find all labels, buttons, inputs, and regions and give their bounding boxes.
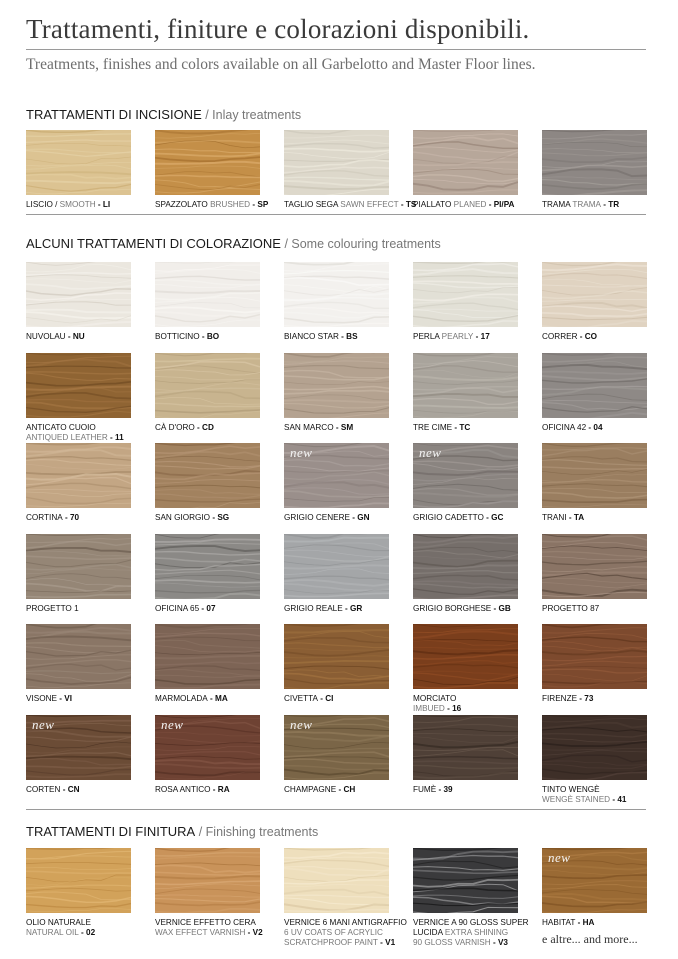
section-title bbox=[26, 824, 318, 839]
finish-label-part: - BS bbox=[338, 332, 358, 341]
wood-texture-image bbox=[542, 534, 647, 599]
finish-label-part: WENGÈ STAINED bbox=[542, 795, 611, 804]
finish-label-part: SAN MARCO bbox=[284, 423, 334, 432]
finish-label-part: IMBUED bbox=[413, 704, 445, 713]
wood-texture-image bbox=[413, 130, 518, 195]
wood-texture-image bbox=[26, 130, 131, 195]
new-badge: new bbox=[161, 717, 184, 732]
finish-label-part: OLIO NATURALE bbox=[26, 918, 91, 927]
wood-texture-image bbox=[413, 715, 518, 780]
finish-label bbox=[26, 423, 144, 443]
finish-label bbox=[155, 694, 273, 704]
finish-label-part: PEARLY bbox=[441, 332, 474, 341]
finish-label bbox=[413, 332, 531, 342]
finish-label-line bbox=[413, 918, 531, 928]
finish-label-part: - CO bbox=[577, 332, 598, 341]
wood-texture-image bbox=[26, 534, 131, 599]
finish-label-part: VERNICE EFFETTO CERA bbox=[155, 918, 256, 927]
finish-label-part: CORRER bbox=[542, 332, 578, 341]
wood-texture-image bbox=[413, 848, 518, 913]
finish-label-part: EXTRA SHINING bbox=[444, 928, 509, 937]
finish-label-line bbox=[284, 604, 402, 614]
wood-texture-image bbox=[26, 353, 131, 418]
section-subtitle: / Some colouring treatments bbox=[280, 237, 441, 251]
finish-label-part: - NU bbox=[65, 332, 85, 341]
finish-label-part: BRUSHED bbox=[210, 200, 251, 209]
wood-texture-image bbox=[284, 353, 389, 418]
finish-swatch bbox=[155, 534, 260, 599]
finish-swatch bbox=[26, 848, 131, 913]
finish-swatch bbox=[155, 443, 260, 508]
finish-swatch bbox=[413, 262, 518, 327]
finish-label bbox=[155, 332, 273, 342]
wood-texture-image bbox=[542, 130, 647, 195]
finish-label-part: - HA bbox=[575, 918, 595, 927]
finish-label-part: - GC bbox=[483, 513, 504, 522]
finish-label-line bbox=[284, 694, 402, 704]
new-badge: new bbox=[419, 445, 442, 460]
finish-label-part: PIALLATO bbox=[413, 200, 454, 209]
finish-label-part: HABITAT bbox=[542, 918, 576, 927]
finish-label-part: BIANCO STAR bbox=[284, 332, 339, 341]
wood-texture-image bbox=[413, 534, 518, 599]
finish-swatch bbox=[413, 443, 518, 508]
finish-label-part: - 41 bbox=[610, 795, 627, 804]
finish-label-part: FUMÈ bbox=[413, 785, 437, 794]
finish-label-part: FIRENZE bbox=[542, 694, 578, 703]
wood-texture-image bbox=[26, 443, 131, 508]
wood-texture-image bbox=[542, 353, 647, 418]
finish-label-line bbox=[284, 332, 402, 342]
finish-label bbox=[284, 332, 402, 342]
finish-label bbox=[26, 513, 144, 523]
finish-label-line bbox=[284, 938, 402, 948]
finish-swatch bbox=[284, 262, 389, 327]
wood-texture-image bbox=[155, 848, 260, 913]
finish-label-line bbox=[413, 332, 531, 342]
finish-label-part: - SG bbox=[210, 513, 230, 522]
finish-label-part: - TC bbox=[452, 423, 471, 432]
finish-label-part: VERNICE 6 MANI ANTIGRAFFIO bbox=[284, 918, 407, 927]
finish-label-part: - 39 bbox=[436, 785, 453, 794]
finish-label-part: PLANED bbox=[453, 200, 487, 209]
finish-label bbox=[542, 785, 660, 805]
page-title: Trattamenti, finiture e colorazioni disponibili. bbox=[26, 14, 530, 44]
finish-label bbox=[155, 918, 273, 938]
finish-label-part: SMOOTH bbox=[59, 200, 96, 209]
finish-label bbox=[284, 785, 402, 795]
finish-label-part: SAWN EFFECT bbox=[340, 200, 399, 209]
finish-swatch bbox=[413, 534, 518, 599]
finish-label bbox=[413, 694, 531, 714]
finish-label-part: - CD bbox=[194, 423, 214, 432]
finish-label-line bbox=[413, 785, 531, 795]
finish-label-line bbox=[26, 694, 144, 704]
finish-label bbox=[155, 785, 273, 795]
finish-label-part: WAX EFFECT VARNISH bbox=[155, 928, 246, 937]
wood-texture-image bbox=[155, 443, 260, 508]
finish-label bbox=[542, 694, 660, 704]
finish-label bbox=[284, 604, 402, 614]
finish-label-part: NATURAL OIL bbox=[26, 928, 79, 937]
finish-label-part: GRIGIO CADETTO bbox=[413, 513, 484, 522]
new-badge: new bbox=[32, 717, 55, 732]
finish-label bbox=[26, 785, 144, 795]
finish-swatch bbox=[26, 534, 131, 599]
finish-swatch bbox=[26, 130, 131, 195]
section-subtitle: / Inlay treatments bbox=[201, 108, 302, 122]
finish-swatch bbox=[26, 624, 131, 689]
new-badge: new bbox=[290, 445, 313, 460]
finish-label-part: - GN bbox=[349, 513, 370, 522]
finish-label-line bbox=[155, 423, 273, 433]
finish-label-line bbox=[155, 928, 273, 938]
finish-label-line bbox=[413, 694, 531, 704]
finish-label-line bbox=[542, 795, 660, 805]
finish-swatch bbox=[413, 715, 518, 780]
finish-label-part: SPAZZOLATO bbox=[155, 200, 211, 209]
title-divider bbox=[26, 49, 646, 50]
finish-label-line bbox=[542, 200, 660, 210]
finish-swatch bbox=[26, 353, 131, 418]
finish-label bbox=[413, 785, 531, 795]
finish-label bbox=[26, 332, 144, 342]
finish-label-line bbox=[284, 423, 402, 433]
section-title bbox=[26, 107, 301, 122]
finish-swatch bbox=[413, 848, 518, 913]
finish-swatch bbox=[155, 848, 260, 913]
finish-label bbox=[26, 200, 144, 210]
finish-label-part: MARMOLADA bbox=[155, 694, 208, 703]
finish-label-part: SAN GIORGIO bbox=[155, 513, 211, 522]
wood-texture-image bbox=[284, 848, 389, 913]
finish-label-line bbox=[284, 513, 402, 523]
finish-label bbox=[284, 200, 417, 210]
finish-label-part: LUCIDA bbox=[413, 928, 445, 937]
finish-label-part: TRANI bbox=[542, 513, 567, 522]
finish-label-part: - 73 bbox=[577, 694, 594, 703]
finish-swatch bbox=[155, 353, 260, 418]
wood-texture-image bbox=[155, 534, 260, 599]
finish-label-part: - SM bbox=[333, 423, 354, 432]
section-divider bbox=[26, 214, 646, 215]
finish-label-line bbox=[284, 785, 402, 795]
finish-label-part: CORTEN bbox=[26, 785, 61, 794]
finish-label-line bbox=[26, 332, 144, 342]
finish-label-line bbox=[26, 928, 144, 938]
finish-label-part: - 17 bbox=[473, 332, 490, 341]
finish-swatch bbox=[542, 624, 647, 689]
wood-texture-image bbox=[542, 715, 647, 780]
section-title-label: TRATTAMENTI DI INCISIONE bbox=[26, 107, 202, 122]
section-title bbox=[26, 236, 441, 251]
finish-label-part: - CI bbox=[317, 694, 334, 703]
wood-texture-image bbox=[155, 262, 260, 327]
finish-label-line bbox=[413, 928, 531, 938]
finish-label bbox=[26, 918, 144, 938]
finish-label-line bbox=[155, 694, 273, 704]
finish-label-part: TAGLIO SEGA bbox=[284, 200, 341, 209]
finish-label-line bbox=[542, 604, 660, 614]
wood-texture-image bbox=[284, 624, 389, 689]
finish-label-part: - BO bbox=[199, 332, 220, 341]
finish-label-part: - SP bbox=[250, 200, 269, 209]
wood-texture-image bbox=[284, 534, 389, 599]
finish-label-line bbox=[155, 513, 273, 523]
new-badge: new bbox=[548, 850, 571, 865]
finish-label-line bbox=[542, 918, 660, 928]
finish-label bbox=[413, 200, 531, 210]
finish-label bbox=[155, 513, 273, 523]
finish-swatch bbox=[413, 353, 518, 418]
finish-label-line bbox=[26, 200, 144, 210]
finish-swatch bbox=[413, 130, 518, 195]
finish-label-part: - PI/PA bbox=[486, 200, 515, 209]
finish-label-part: CHAMPAGNE bbox=[284, 785, 337, 794]
finish-label-part: NUVOLAU bbox=[26, 332, 66, 341]
finish-swatch bbox=[284, 624, 389, 689]
finish-swatch bbox=[155, 624, 260, 689]
finish-label-part: PROGETTO 1 bbox=[26, 604, 79, 613]
finish-label-part: - 07 bbox=[199, 604, 216, 613]
finish-swatch bbox=[542, 715, 647, 780]
wood-texture-image bbox=[542, 262, 647, 327]
finish-label-line bbox=[26, 604, 144, 614]
finish-label bbox=[542, 423, 660, 433]
finish-swatch bbox=[284, 848, 389, 913]
finish-label-part: SCRATCHPROOF PAINT bbox=[284, 938, 378, 947]
wood-texture-image bbox=[542, 443, 647, 508]
finish-swatch bbox=[542, 848, 647, 913]
section-title-label: TRATTAMENTI DI FINITURA bbox=[26, 824, 196, 839]
finish-label-part: ROSA ANTICO bbox=[155, 785, 211, 794]
finish-label-line bbox=[542, 694, 660, 704]
finish-label bbox=[542, 200, 660, 210]
finish-label-line bbox=[413, 604, 531, 614]
finish-label-part: - RA bbox=[210, 785, 230, 794]
finish-label bbox=[542, 513, 660, 523]
wood-texture-image bbox=[413, 262, 518, 327]
finish-label-part: TRE CIME bbox=[413, 423, 453, 432]
finish-label-line bbox=[26, 423, 144, 433]
wood-texture-image bbox=[542, 624, 647, 689]
finish-swatch bbox=[284, 443, 389, 508]
finish-label-line bbox=[413, 423, 531, 433]
finish-label bbox=[542, 918, 660, 928]
finish-label-line bbox=[155, 785, 273, 795]
finish-label bbox=[155, 200, 273, 210]
finish-swatch bbox=[155, 130, 260, 195]
finish-label-part: ANTICATO CUOIO bbox=[26, 423, 96, 432]
finish-label-line bbox=[284, 918, 407, 928]
wood-texture-image bbox=[155, 130, 260, 195]
finish-label-line bbox=[155, 918, 273, 928]
wood-texture-image bbox=[26, 262, 131, 327]
section-title-label: ALCUNI TRATTAMENTI DI COLORAZIONE bbox=[26, 236, 281, 251]
finish-label-part: - CH bbox=[336, 785, 356, 794]
finish-label-part: - 70 bbox=[62, 513, 80, 522]
finish-swatch bbox=[155, 715, 260, 780]
finish-label-part: - CN bbox=[60, 785, 80, 794]
wood-texture-image bbox=[26, 848, 131, 913]
finish-label bbox=[284, 918, 407, 948]
finish-label-part: OFICINA 42 bbox=[542, 423, 587, 432]
finish-swatch bbox=[155, 262, 260, 327]
finish-swatch bbox=[26, 443, 131, 508]
finish-label-line bbox=[26, 513, 144, 523]
finish-label-part: - TA bbox=[566, 513, 585, 522]
finish-label-line bbox=[413, 513, 531, 523]
wood-texture-image bbox=[284, 262, 389, 327]
finish-swatch bbox=[542, 443, 647, 508]
finish-label bbox=[284, 694, 402, 704]
finish-label bbox=[413, 604, 531, 614]
finish-label-part: - TR bbox=[601, 200, 620, 209]
finish-label-line bbox=[413, 704, 531, 714]
finish-label bbox=[26, 604, 144, 614]
finish-swatch bbox=[542, 534, 647, 599]
finish-swatch bbox=[26, 715, 131, 780]
finish-label-part: - MA bbox=[207, 694, 228, 703]
finish-label-part: - VI bbox=[56, 694, 72, 703]
finish-label-part: TRAMA bbox=[572, 200, 601, 209]
finish-label-line bbox=[155, 200, 273, 210]
finish-label-part: TRAMA bbox=[542, 200, 573, 209]
finish-swatch bbox=[542, 353, 647, 418]
finish-label-part: CORTINA bbox=[26, 513, 63, 522]
finish-swatch bbox=[542, 130, 647, 195]
finish-swatch bbox=[284, 534, 389, 599]
finish-label-line bbox=[542, 513, 660, 523]
finish-label-part: ANTIQUED LEATHER bbox=[26, 433, 108, 442]
finish-label-part: - TS bbox=[398, 200, 417, 209]
wood-texture-image bbox=[284, 130, 389, 195]
section-subtitle: / Finishing treatments bbox=[195, 825, 319, 839]
finish-swatch bbox=[413, 624, 518, 689]
finish-label-part: - 11 bbox=[107, 433, 124, 442]
finish-swatch bbox=[284, 715, 389, 780]
wood-texture-image bbox=[155, 353, 260, 418]
finish-label-part: PROGETTO 87 bbox=[542, 604, 600, 613]
finish-label-part: 6 UV COATS OF ACRYLIC bbox=[284, 928, 383, 937]
finish-label-part: BOTTICINO bbox=[155, 332, 200, 341]
finish-label-part: GRIGIO REALE bbox=[284, 604, 343, 613]
finish-label-part: - 16 bbox=[444, 704, 462, 713]
wood-texture-image bbox=[155, 624, 260, 689]
finish-label-part: VISONE bbox=[26, 694, 57, 703]
finish-label-part: TINTO WENGÈ bbox=[542, 785, 600, 794]
finish-label-line bbox=[542, 423, 660, 433]
finish-label-line bbox=[284, 928, 402, 938]
finish-label bbox=[542, 604, 660, 614]
section-divider bbox=[26, 809, 646, 810]
finish-label-part: OFICINA 65 bbox=[155, 604, 200, 613]
finish-label-part: GRIGIO BORGHESE bbox=[413, 604, 492, 613]
finish-label-part: MORCIATO bbox=[413, 694, 457, 703]
finish-swatch bbox=[284, 353, 389, 418]
finish-label-line bbox=[413, 200, 531, 210]
finish-label-line bbox=[284, 200, 417, 210]
finish-label-part: - 02 bbox=[78, 928, 96, 937]
finish-label bbox=[413, 513, 531, 523]
finish-label bbox=[284, 423, 402, 433]
finish-label-line bbox=[413, 938, 531, 948]
finish-label-part: - LI bbox=[95, 200, 111, 209]
finish-label bbox=[155, 423, 273, 433]
finish-label bbox=[284, 513, 402, 523]
finish-label-line bbox=[542, 785, 660, 795]
wood-texture-image bbox=[26, 624, 131, 689]
finish-label-part: GRIGIO CENERE bbox=[284, 513, 350, 522]
finish-label-part: - V3 bbox=[490, 938, 508, 947]
page-subtitle: Treatments, finishes and colors available on all Garbelotto and Master Floor lines. bbox=[26, 56, 536, 73]
finish-label-part: PERLA bbox=[413, 332, 442, 341]
wood-texture-image bbox=[413, 624, 518, 689]
finish-label-line bbox=[542, 332, 660, 342]
finish-label-part: - V1 bbox=[377, 938, 396, 947]
finish-label bbox=[26, 694, 144, 704]
finish-label bbox=[413, 423, 531, 433]
finish-label-part: - GB bbox=[491, 604, 511, 613]
finish-label-part: CIVETTA bbox=[284, 694, 318, 703]
finish-label-part: - GR bbox=[342, 604, 363, 613]
finish-label-part: CÀ D'ORO bbox=[155, 423, 195, 432]
finish-label bbox=[155, 604, 273, 614]
wood-texture-image bbox=[413, 353, 518, 418]
finish-label-part: VERNICE A 90 GLOSS SUPER bbox=[413, 918, 529, 927]
finish-swatch bbox=[542, 262, 647, 327]
finish-swatch bbox=[284, 130, 389, 195]
finish-label-line bbox=[155, 604, 273, 614]
finish-label-part: LISCIO / bbox=[26, 200, 60, 209]
new-badge: new bbox=[290, 717, 313, 732]
finish-label-part: - 04 bbox=[586, 423, 603, 432]
finish-label bbox=[542, 332, 660, 342]
finish-label-part: 90 GLOSS VARNISH bbox=[413, 938, 491, 947]
and-more-note: e altre... and more... bbox=[542, 932, 638, 946]
finish-label bbox=[413, 918, 531, 948]
finish-label-line bbox=[155, 332, 273, 342]
finish-label-line bbox=[26, 918, 144, 928]
finish-swatch bbox=[26, 262, 131, 327]
finish-label-line bbox=[26, 433, 144, 443]
finish-label-part: - V2 bbox=[245, 928, 263, 937]
finish-label-line bbox=[26, 785, 144, 795]
